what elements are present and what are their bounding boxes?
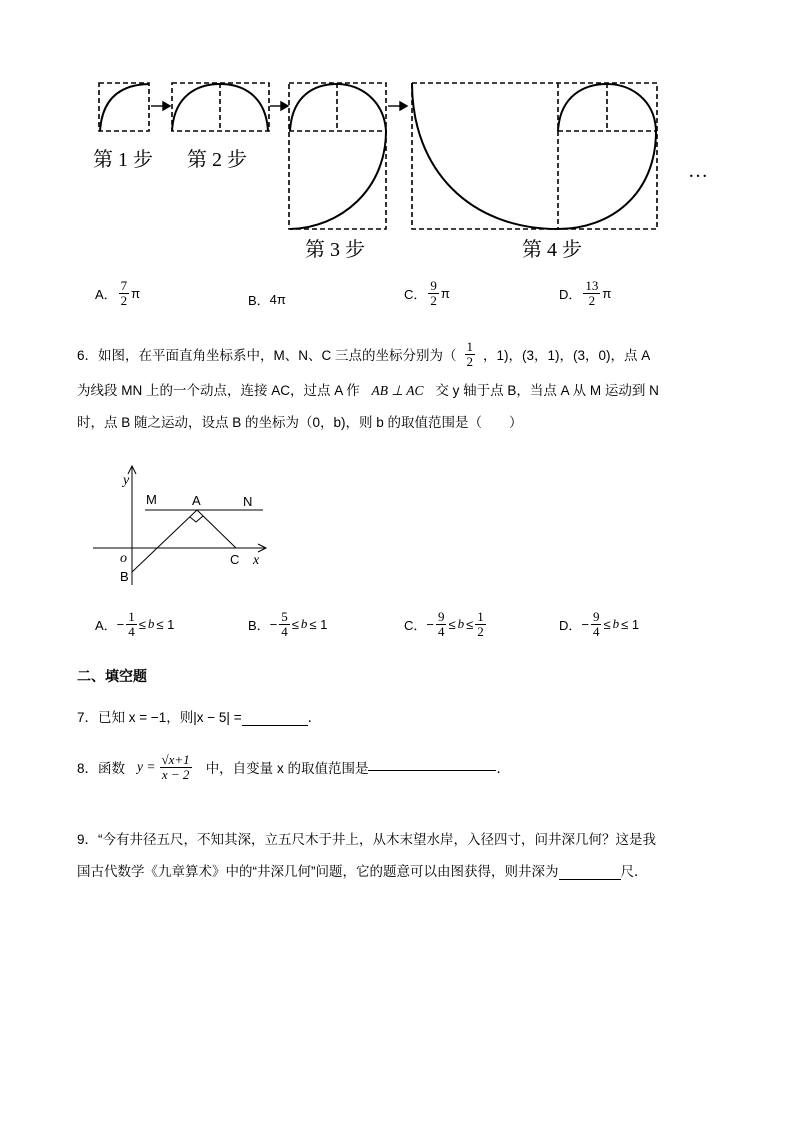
option-letter: D．	[559, 617, 582, 633]
option-letter: D．	[559, 286, 582, 302]
minus-sign: −	[116, 616, 125, 632]
frac-num: √x+1	[161, 752, 190, 767]
frac-den: 4	[592, 623, 600, 639]
leq: ≤	[291, 616, 299, 632]
leq-rest: ≤ 1	[621, 616, 640, 632]
q6-line2-text-b: 交 y 轴于点 B，当点 A 从 M 运动到 N	[435, 383, 659, 398]
pi-symbol: π	[131, 285, 141, 301]
frac-num: 9	[592, 609, 600, 624]
step1-label: 第 1 步	[93, 149, 153, 171]
q6-option-d[interactable]	[559, 610, 639, 638]
fraction	[591, 610, 602, 638]
q6-line1-text-b: ，1)，(3，1)，(3，0)，点 A	[483, 348, 651, 364]
label-a: A	[192, 493, 201, 508]
frac-den: x − 2	[161, 766, 190, 782]
label-o: o	[120, 551, 127, 566]
frac-den: 2	[430, 292, 437, 308]
minus-sign: −	[581, 616, 589, 632]
option-text: 4π	[269, 292, 286, 307]
q6-option-c[interactable]	[404, 610, 488, 638]
q8-y-equals: y =	[137, 759, 156, 775]
q6-line1-text-a: 6．如图，在平面直角坐标系中，M、N、C 三点的坐标分别为（	[77, 348, 457, 364]
q8-prefix: 8．函数	[77, 761, 126, 777]
frac-num: 13	[585, 278, 599, 293]
option-letter: B．	[248, 617, 270, 633]
segment-ac	[197, 510, 236, 548]
frac-den: 4	[128, 623, 135, 639]
step4-label: 第 4 步	[522, 239, 582, 261]
section-title: 二、填空题	[77, 668, 147, 684]
fraction-2	[475, 610, 486, 638]
segment-ab	[132, 510, 197, 572]
var-b: b	[457, 616, 465, 632]
leq-2: ≤	[466, 616, 474, 632]
frac-den: 2	[588, 292, 596, 308]
leq-rest: ≤ 1	[309, 616, 328, 632]
option-letter: C．	[404, 286, 427, 302]
q7-answer-blank[interactable]	[242, 711, 308, 726]
fraction	[126, 610, 137, 638]
right-angle-mark	[190, 516, 203, 522]
fraction	[279, 610, 290, 638]
var-b: b	[147, 616, 155, 632]
step3-label: 第 3 步	[305, 239, 365, 261]
q9-answer-blank[interactable]	[559, 865, 621, 880]
option-letter: A．	[95, 286, 117, 302]
fraction	[436, 610, 447, 638]
frac-num: 1	[466, 339, 474, 354]
frac-den: 4	[437, 623, 445, 639]
frac-num: 1	[128, 609, 135, 624]
q6-perpendicular-expr: AB ⊥ AC	[371, 383, 424, 398]
frac-den: 2	[120, 292, 128, 308]
frac-num: 5	[281, 609, 288, 624]
pi-symbol: π	[602, 285, 612, 301]
leq: ≤	[448, 616, 456, 632]
label-x: x	[253, 553, 260, 568]
q8-fraction	[160, 753, 192, 781]
q8-end: ．	[496, 761, 510, 777]
label-c: C	[230, 552, 240, 567]
frac-num: 9	[437, 609, 445, 624]
label-m: M	[146, 492, 157, 507]
minus-sign: −	[426, 616, 434, 632]
leq: ≤	[138, 616, 146, 632]
q7-end: ．	[307, 710, 322, 725]
frac-num: 7	[120, 278, 128, 293]
ellipsis: …	[688, 160, 708, 182]
var-b: b	[612, 616, 620, 632]
label-n: N	[243, 494, 253, 509]
leq: ≤	[603, 616, 611, 632]
q7-text: 7．已知 x = −1，则|x − 5| =	[77, 710, 242, 725]
leq-rest: ≤ 1	[156, 616, 175, 632]
q8	[77, 753, 510, 781]
minus-sign: −	[269, 616, 278, 632]
q9-line2	[77, 860, 648, 880]
label-y: y	[123, 473, 130, 488]
frac-den: 2	[477, 623, 484, 639]
q7	[77, 706, 321, 726]
frac-num: 9	[430, 278, 437, 293]
option-letter: B．	[248, 293, 270, 308]
pi-symbol: π	[440, 285, 450, 301]
q9-end: 尺．	[620, 864, 648, 879]
option-letter: A．	[95, 617, 117, 633]
q9-line1: 9．“今有井径五尺，不知其深，立五尺木于井上，从木末望水岸，入径四寸，问井深几何？这是我	[77, 832, 657, 847]
q6-line2-text-a: 为线段 MN 上的一个动点，连接 AC，过点 A 作	[77, 383, 360, 398]
label-b: B	[120, 569, 129, 584]
frac-den: 4	[281, 623, 288, 639]
q6-line3: 时，点 B 随之运动，设点 B 的坐标为（0，b)，则 b 的取值范围是（ ）	[77, 415, 523, 430]
q9-line2-text: 国古代数学《九章算术》中的“井深几何”问题，它的题意可以由图获得，则井深为	[77, 864, 559, 879]
frac-num: 1	[477, 609, 484, 624]
q6-option-b[interactable]	[248, 610, 327, 638]
frac-den: 2	[466, 353, 474, 369]
q8-answer-blank[interactable]	[368, 756, 496, 771]
var-b: b	[300, 616, 308, 632]
option-letter: C．	[404, 617, 427, 633]
q8-suffix: 中，自变量 x 的取值范围是	[205, 761, 369, 777]
step2-label: 第 2 步	[187, 149, 247, 171]
q6-option-a[interactable]	[95, 610, 174, 638]
